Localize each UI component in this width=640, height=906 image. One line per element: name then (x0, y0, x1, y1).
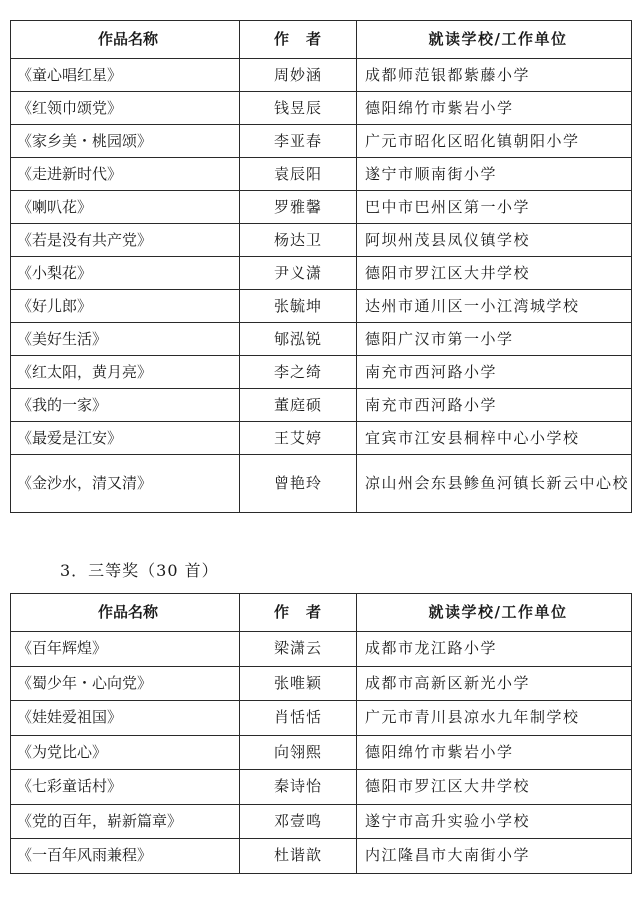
header-title: 作品名称 (11, 21, 240, 59)
work-title: 《最爱是江安》 (11, 422, 240, 455)
author-name: 王艾婷 (240, 422, 357, 455)
school-name: 德阳市罗江区大井学校 (357, 257, 632, 290)
table-row (11, 389, 632, 422)
school-name: 成都师范银都紫藤小学 (357, 59, 632, 92)
header-school: 就读学校/工作单位 (357, 594, 632, 632)
table-row (11, 257, 632, 290)
third-prize-table (10, 593, 632, 874)
author-name: 李之绮 (240, 356, 357, 389)
work-title: 《美好生活》 (11, 323, 240, 356)
work-title: 《喇叭花》 (11, 191, 240, 224)
school-name: 南充市西河路小学 (357, 389, 632, 422)
school-name: 德阳市罗江区大井学校 (357, 770, 632, 805)
work-title: 《童心唱红星》 (11, 59, 240, 92)
work-title: 《小梨花》 (11, 257, 240, 290)
table-row (11, 804, 632, 839)
table-header-row (11, 21, 632, 59)
author-name: 尹义潇 (240, 257, 357, 290)
table-row (11, 92, 632, 125)
table-row (11, 125, 632, 158)
author-name: 杜谐歆 (240, 839, 357, 874)
table-row (11, 632, 632, 667)
author-name: 袁辰阳 (240, 158, 357, 191)
school-name: 阿坝州茂县凤仪镇学校 (357, 224, 632, 257)
work-title: 《家乡美・桃园颂》 (11, 125, 240, 158)
author-name: 肖恬恬 (240, 701, 357, 736)
school-name: 宜宾市江安县桐梓中心小学校 (357, 422, 632, 455)
work-title: 《好儿郎》 (11, 290, 240, 323)
work-title: 《金沙水，清又清》 (11, 455, 240, 513)
table-row (11, 356, 632, 389)
table-row (11, 455, 632, 513)
work-title: 《娃娃爱祖国》 (11, 701, 240, 736)
table-row (11, 59, 632, 92)
school-name: 广元市青川县凉水九年制学校 (357, 701, 632, 736)
work-title: 《为党比心》 (11, 735, 240, 770)
school-name: 成都市龙江路小学 (357, 632, 632, 667)
school-name: 德阳广汉市第一小学 (357, 323, 632, 356)
table-row (11, 323, 632, 356)
author-name: 梁潇云 (240, 632, 357, 667)
author-name: 郇泓锐 (240, 323, 357, 356)
school-name: 内江隆昌市大南街小学 (357, 839, 632, 874)
school-name: 凉山州会东县鲹鱼河镇长新云中心校 (357, 455, 632, 513)
author-name: 钱昱辰 (240, 92, 357, 125)
author-name: 周妙涵 (240, 59, 357, 92)
school-name: 成都市高新区新光小学 (357, 666, 632, 701)
table-row (11, 290, 632, 323)
author-name: 曾艳玲 (240, 455, 357, 513)
work-title: 《走进新时代》 (11, 158, 240, 191)
work-title: 《党的百年，崭新篇章》 (11, 804, 240, 839)
header-title: 作品名称 (11, 594, 240, 632)
author-name: 秦诗怡 (240, 770, 357, 805)
work-title: 《一百年风雨兼程》 (11, 839, 240, 874)
table-row (11, 701, 632, 736)
work-title: 《我的一家》 (11, 389, 240, 422)
table-row (11, 770, 632, 805)
table-row (11, 158, 632, 191)
school-name: 德阳绵竹市紫岩小学 (357, 92, 632, 125)
school-name: 达州市通川区一小江湾城学校 (357, 290, 632, 323)
school-name: 德阳绵竹市紫岩小学 (357, 735, 632, 770)
work-title: 《百年辉煌》 (11, 632, 240, 667)
table-row (11, 191, 632, 224)
table-row (11, 839, 632, 874)
header-author: 作 者 (240, 21, 357, 59)
header-school: 就读学校/工作单位 (357, 21, 632, 59)
work-title: 《红太阳，黄月亮》 (11, 356, 240, 389)
work-title: 《若是没有共产党》 (11, 224, 240, 257)
section-heading-third-prize: 3．三等奖（30 首） (60, 561, 219, 580)
school-name: 遂宁市顺南街小学 (357, 158, 632, 191)
author-name: 张毓坤 (240, 290, 357, 323)
table-row (11, 224, 632, 257)
school-name: 遂宁市高升实验小学校 (357, 804, 632, 839)
school-name: 巴中市巴州区第一小学 (357, 191, 632, 224)
author-name: 向翎熙 (240, 735, 357, 770)
author-name: 邓壹鸣 (240, 804, 357, 839)
second-prize-table (10, 20, 632, 513)
author-name: 张唯颖 (240, 666, 357, 701)
work-title: 《七彩童话村》 (11, 770, 240, 805)
author-name: 李亚春 (240, 125, 357, 158)
table-header-row (11, 594, 632, 632)
table-row (11, 735, 632, 770)
school-name: 广元市昭化区昭化镇朝阳小学 (357, 125, 632, 158)
table-row (11, 666, 632, 701)
header-author: 作 者 (240, 594, 357, 632)
author-name: 董庭硕 (240, 389, 357, 422)
author-name: 杨达卫 (240, 224, 357, 257)
author-name: 罗雅馨 (240, 191, 357, 224)
table-row (11, 422, 632, 455)
work-title: 《蜀少年・心向党》 (11, 666, 240, 701)
work-title: 《红领巾颂党》 (11, 92, 240, 125)
school-name: 南充市西河路小学 (357, 356, 632, 389)
